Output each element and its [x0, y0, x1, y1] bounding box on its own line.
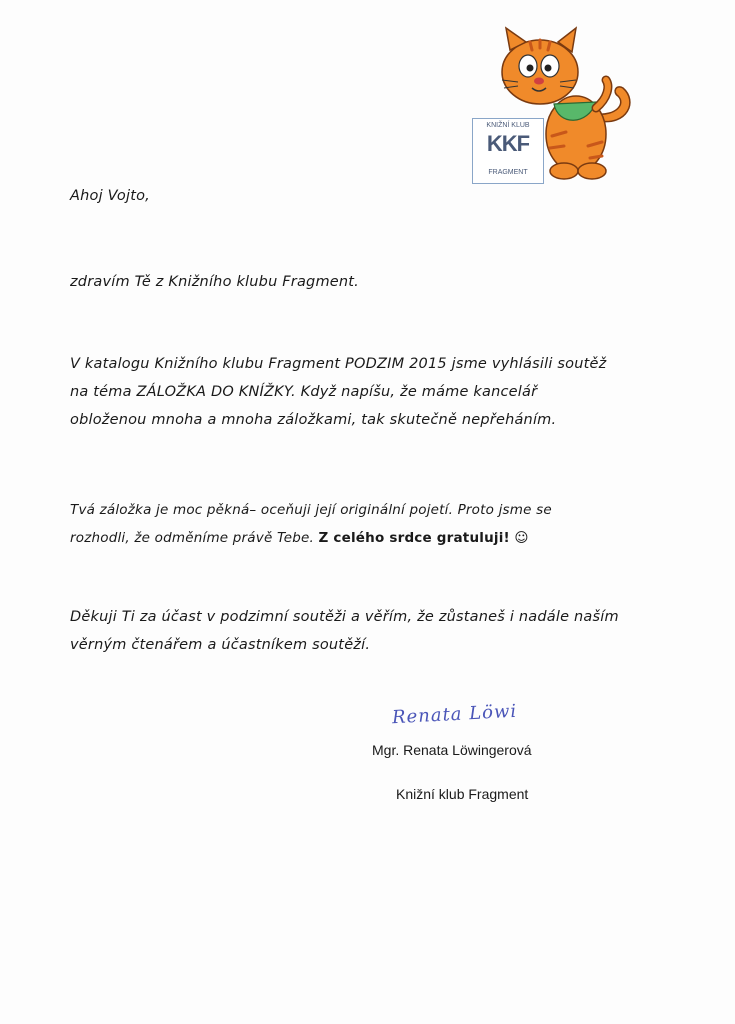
paragraph-thanks	[70, 603, 619, 659]
logo-bottom-text: FRAGMENT	[488, 169, 528, 176]
logo-mark: KKF	[486, 131, 530, 156]
signatory-organization: Knižní klub Fragment	[396, 786, 529, 802]
paragraph-line-start: rozhodli, že odměníme právě Tebe.	[70, 530, 315, 546]
congratulations-bold: Z celého srdce gratuluji!	[318, 530, 510, 546]
paragraph-line: V katalogu Knižního klubu Fragment PODZIM 2015 jsme vyhlásili soutěž	[70, 356, 607, 372]
paragraph-line: věrným čtenářem a účastníkem soutěží.	[70, 637, 371, 653]
signatory-name: Mgr. Renata Löwingerová	[372, 742, 532, 758]
intro-line: zdravím Tě z Knižního klubu Fragment.	[70, 274, 359, 290]
logo-top-text: KNIŽNÍ KLUB	[486, 122, 530, 129]
paragraph-contest	[70, 350, 606, 434]
kkf-logo	[472, 118, 544, 184]
paragraph-line: Tvá záložka je moc pěkná– oceňuji její originální pojetí. Proto jsme se	[70, 502, 552, 518]
paragraph-line: na téma ZÁLOŽKA DO KNÍŽKY. Když napíšu, že máme kancelář	[70, 384, 538, 400]
smiley-icon: ☺	[514, 530, 529, 546]
paragraph-line	[70, 524, 552, 552]
greeting: Ahoj Vojto,	[70, 188, 150, 204]
paragraph-line: obloženou mnoha a mnoha záložkami, tak skutečně nepřeháním.	[70, 412, 557, 428]
paragraph-congratulations	[70, 496, 552, 552]
handwritten-signature: Renata Löwi	[391, 700, 518, 729]
paragraph-line: Děkuji Ti za účast v podzimní soutěži a věřím, že zůstaneš i nadále naším	[70, 609, 619, 625]
